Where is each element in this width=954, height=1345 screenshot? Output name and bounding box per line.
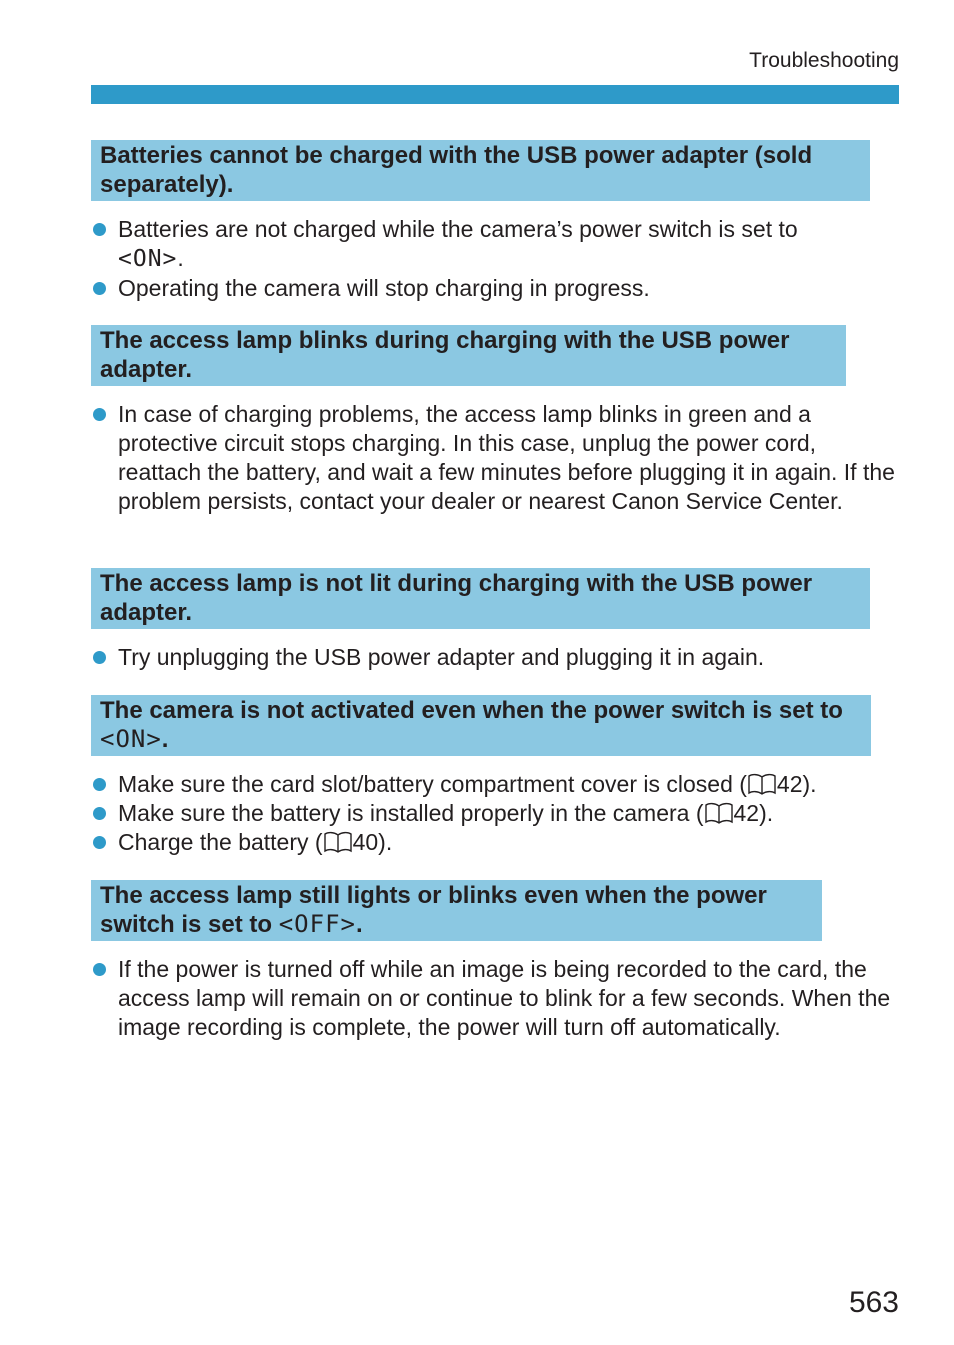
bullet-list	[91, 215, 899, 303]
item-text: In case of charging problems, the access lamp blinks in green and a protective circuit stops charging. In this case, unplug the power cord, reattach the battery, and wait a few minutes before plugging it in again. If the problem persists, contact your dealer or nearest Canon Service Center.	[118, 401, 895, 514]
bullet-dot-icon	[93, 778, 106, 791]
power-off-symbol: <OFF>	[278, 910, 356, 938]
header-rule	[91, 85, 899, 104]
list-item	[91, 955, 899, 1042]
list-item	[91, 400, 899, 516]
bullet-dot-icon	[93, 223, 106, 236]
bullet-list	[91, 400, 899, 516]
book-page-reference-icon	[704, 802, 734, 824]
bullet-list	[91, 770, 899, 857]
item-text-end: .	[177, 245, 184, 271]
power-on-symbol: <ON>	[118, 246, 178, 272]
book-page-reference-icon	[323, 831, 353, 853]
section-camera-not-activated	[91, 695, 899, 857]
item-text: Batteries are not charged while the camera’s power switch is set to	[118, 216, 798, 242]
list-item	[91, 215, 899, 274]
book-page-reference-icon	[747, 773, 777, 795]
section-heading: The access lamp blinks during charging with the USB power adapter.	[91, 325, 846, 386]
section-lamp-not-lit	[91, 568, 899, 672]
section-heading: Batteries cannot be charged with the USB power adapter (sold separately).	[91, 140, 870, 201]
bullet-dot-icon	[93, 282, 106, 295]
list-item	[91, 274, 899, 303]
running-header: Troubleshooting	[749, 49, 899, 72]
bullet-dot-icon	[93, 963, 106, 976]
item-text: Operating the camera will stop charging in progress.	[118, 275, 650, 301]
section-heading: The camera is not activated even when the power switch is set to <ON>.	[91, 695, 871, 756]
bullet-list	[91, 643, 899, 672]
list-item	[91, 643, 899, 672]
section-lamp-lights-when-off	[91, 880, 899, 1042]
list-item: Make sure the battery is installed properly in the camera ( 42).	[91, 799, 899, 828]
section-lamp-blinks	[91, 325, 899, 516]
list-item: Charge the battery ( 40).	[91, 828, 899, 857]
section-heading: The access lamp is not lit during charging with the USB power adapter.	[91, 568, 870, 629]
item-text: If the power is turned off while an image is being recorded to the card, the access lamp will remain on or continue to blink for a few seconds. When the image recording is complete, the power will turn off automatically.	[118, 956, 891, 1040]
bullet-dot-icon	[93, 651, 106, 664]
item-text: Try unplugging the USB power adapter and plugging it in again.	[118, 644, 765, 670]
page-number: 563	[848, 1286, 899, 1319]
section-heading: The access lamp still lights or blinks even when the power switch is set to <OFF>.	[91, 880, 822, 941]
list-item: Make sure the card slot/battery compartment cover is closed ( 42).	[91, 770, 899, 799]
bullet-dot-icon	[93, 836, 106, 849]
bullet-list	[91, 955, 899, 1042]
section-usb-charge-fail	[91, 140, 899, 303]
bullet-dot-icon	[93, 807, 106, 820]
power-on-symbol: <ON>	[100, 725, 162, 753]
bullet-dot-icon	[93, 408, 106, 421]
